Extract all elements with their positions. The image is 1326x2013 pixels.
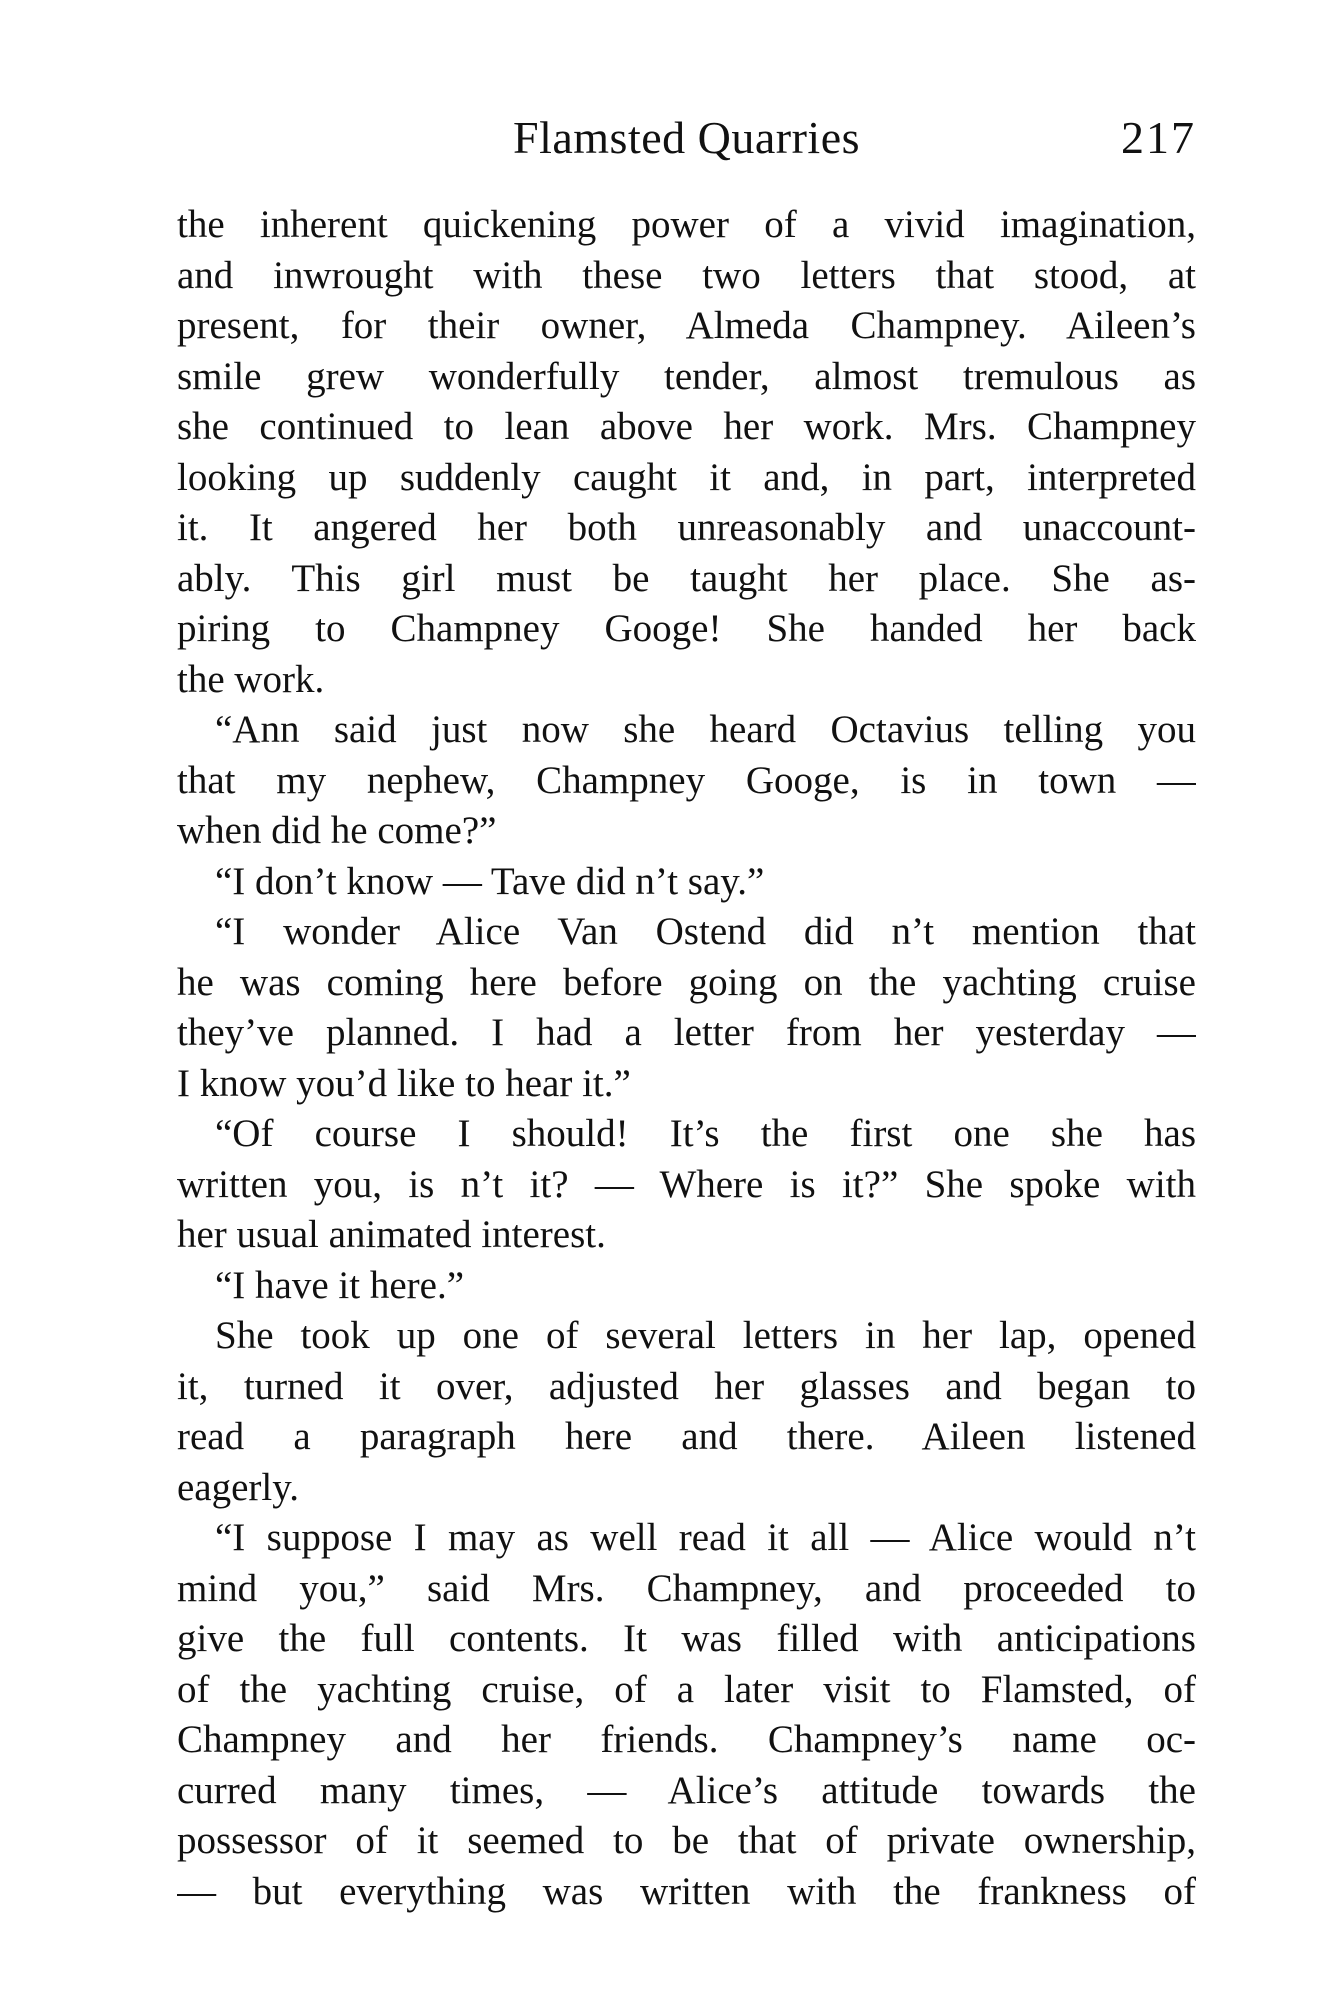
text-line: “Of course I should! It’s the first one she has	[215, 1112, 1196, 1155]
text-line: he was coming here before going on the yachting cruise	[177, 960, 1196, 1004]
text-line: possessor of it seemed to be that of private ownership,	[177, 1819, 1196, 1862]
body-text	[177, 200, 1196, 1917]
text-line: she continued to lean above her work. Mrs. Champney	[177, 405, 1196, 448]
text-line: “I suppose I may as well read it all — Alice would n’t	[215, 1516, 1196, 1559]
text-line: piring to Champney Googe! She handed her back	[177, 607, 1196, 650]
text-line: it. It angered her both unreasonably and unaccount-	[177, 506, 1196, 549]
text-line: “I don’t know — Tave did n’t say.”	[215, 859, 765, 903]
text-line: present, for their owner, Almeda Champney. Aileen’s	[177, 304, 1196, 347]
running-head	[177, 108, 1196, 168]
text-line: “Ann said just now she heard Octavius telling you	[215, 708, 1196, 751]
text-line: it, turned it over, adjusted her glasses and began to	[177, 1364, 1196, 1408]
page-number: 217	[1121, 112, 1196, 163]
text-line: mind you,” said Mrs. Champney, and proceeded to	[177, 1566, 1196, 1610]
text-line: that my nephew, Champney Googe, is in town —	[177, 758, 1196, 802]
text-line: She took up one of several letters in her lap, opened	[215, 1314, 1196, 1357]
text-line: ably. This girl must be taught her place. She as-	[177, 556, 1196, 600]
text-line: “I have it here.”	[215, 1263, 465, 1307]
text-line: the work.	[177, 657, 325, 701]
text-line: written you, is n’t it? — Where is it?” She spoke with	[177, 1162, 1196, 1206]
text-line: smile grew wonderfully tender, almost tremulous as	[177, 354, 1196, 398]
text-line: give the full contents. It was filled with anticipations	[177, 1617, 1196, 1660]
text-line: and inwrought with these two letters that stood, at	[177, 253, 1196, 297]
text-line: I know you’d like to hear it.”	[177, 1061, 631, 1105]
text-line: “I wonder Alice Van Ostend did n’t mention that	[215, 910, 1196, 953]
text-line: the inherent quickening power of a vivid imagination,	[177, 203, 1196, 246]
running-title: Flamsted Quarries	[512, 112, 861, 163]
text-line: eagerly.	[177, 1465, 299, 1509]
text-line: of the yachting cruise, of a later visit to Flamsted, of	[177, 1667, 1196, 1711]
text-line: Champney and her friends. Champney’s name oc-	[177, 1718, 1196, 1761]
text-line: looking up suddenly caught it and, in part, interpreted	[177, 455, 1196, 499]
text-line: — but everything was written with the frankness of	[177, 1869, 1196, 1913]
text-line: curred many times, — Alice’s attitude towards the	[177, 1768, 1196, 1812]
text-line: read a paragraph here and there. Aileen listened	[177, 1415, 1196, 1458]
text-line: when did he come?”	[177, 809, 497, 852]
text-line: her usual animated interest.	[177, 1213, 606, 1256]
text-line: they’ve planned. I had a letter from her yesterday —	[177, 1011, 1196, 1054]
